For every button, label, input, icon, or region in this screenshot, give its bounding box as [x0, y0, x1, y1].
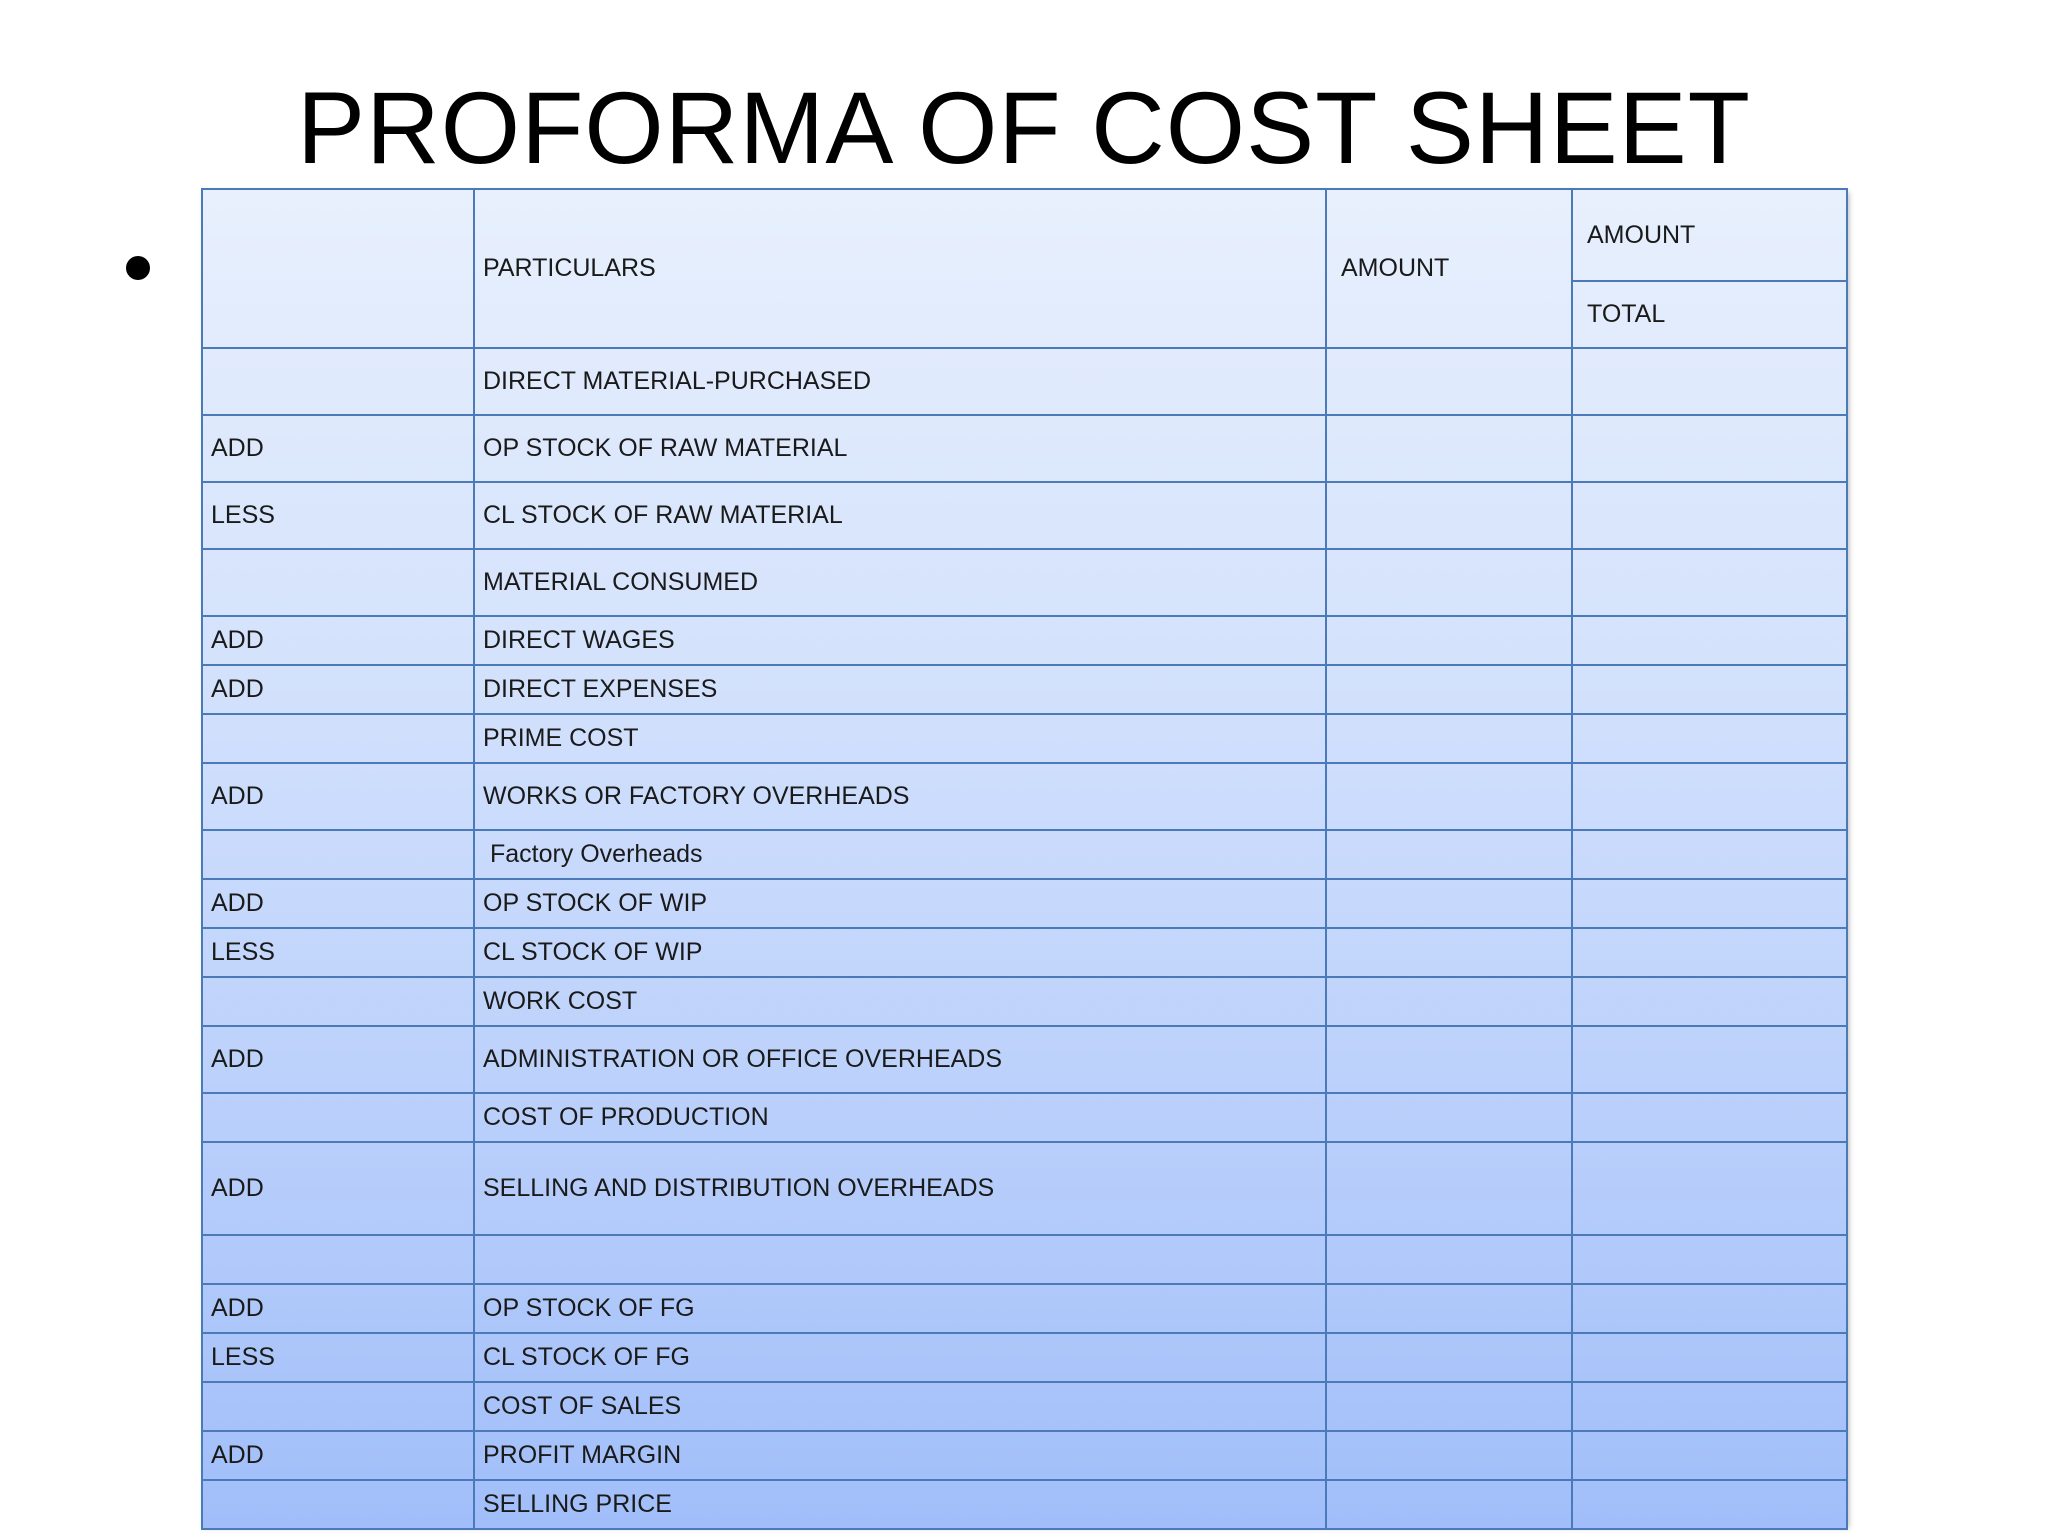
row-sign [202, 977, 474, 1026]
row-total [1572, 1235, 1847, 1284]
row-particular: OP STOCK OF FG [474, 1284, 1326, 1333]
row-total [1572, 1382, 1847, 1431]
row-amount [1326, 1026, 1572, 1093]
row-particular: ADMINISTRATION OR OFFICE OVERHEADS [474, 1026, 1326, 1093]
row-amount [1326, 1142, 1572, 1235]
row-sign [202, 549, 474, 616]
row-particular: CL STOCK OF RAW MATERIAL [474, 482, 1326, 549]
header-sign-cell [202, 189, 474, 348]
table-row [202, 1093, 1847, 1142]
row-total [1572, 977, 1847, 1026]
row-amount [1326, 1431, 1572, 1480]
header-particulars: PARTICULARS [474, 189, 1326, 348]
row-sign [202, 1480, 474, 1529]
row-total [1572, 616, 1847, 665]
row-particular: DIRECT MATERIAL-PURCHASED [474, 348, 1326, 415]
table-row [202, 549, 1847, 616]
row-total [1572, 415, 1847, 482]
row-sign: ADD [202, 415, 474, 482]
table-row [202, 1382, 1847, 1431]
bullet-point [126, 256, 150, 280]
row-particular: OP STOCK OF WIP [474, 879, 1326, 928]
row-sign: ADD [202, 1142, 474, 1235]
row-total [1572, 763, 1847, 830]
row-particular: PRIME COST [474, 714, 1326, 763]
row-amount [1326, 549, 1572, 616]
table-row [202, 1235, 1847, 1284]
table-row [202, 348, 1847, 415]
row-total [1572, 1093, 1847, 1142]
row-particular: COST OF SALES [474, 1382, 1326, 1431]
row-sign: LESS [202, 1333, 474, 1382]
row-sign: ADD [202, 616, 474, 665]
row-amount [1326, 879, 1572, 928]
row-amount [1326, 616, 1572, 665]
table-row [202, 1480, 1847, 1529]
header-total: TOTAL [1572, 281, 1847, 348]
row-total [1572, 1284, 1847, 1333]
row-amount [1326, 1382, 1572, 1431]
table-row [202, 928, 1847, 977]
row-total [1572, 1431, 1847, 1480]
row-particular: SELLING AND DISTRIBUTION OVERHEADS [474, 1142, 1326, 1235]
row-amount [1326, 977, 1572, 1026]
row-amount [1326, 830, 1572, 879]
row-total [1572, 665, 1847, 714]
row-sign: ADD [202, 1284, 474, 1333]
row-particular: SELLING PRICE [474, 1480, 1326, 1529]
row-total [1572, 1142, 1847, 1235]
row-total [1572, 1333, 1847, 1382]
row-total [1572, 482, 1847, 549]
table-row [202, 1333, 1847, 1382]
table-row [202, 665, 1847, 714]
table-row [202, 763, 1847, 830]
row-sign: LESS [202, 928, 474, 977]
table-row [202, 482, 1847, 549]
row-sign [202, 1093, 474, 1142]
row-amount [1326, 714, 1572, 763]
table-row [202, 830, 1847, 879]
table-header-row [202, 189, 1847, 281]
table-row [202, 1142, 1847, 1235]
row-particular: PROFIT MARGIN [474, 1431, 1326, 1480]
row-particular: CL STOCK OF WIP [474, 928, 1326, 977]
row-particular: OP STOCK OF RAW MATERIAL [474, 415, 1326, 482]
row-particular: MATERIAL CONSUMED [474, 549, 1326, 616]
row-amount [1326, 1093, 1572, 1142]
row-amount [1326, 482, 1572, 549]
row-total [1572, 1026, 1847, 1093]
row-sign: ADD [202, 879, 474, 928]
cost-sheet-table-container [201, 188, 1846, 1524]
row-sign: LESS [202, 482, 474, 549]
row-sign [202, 1235, 474, 1284]
table-row [202, 1026, 1847, 1093]
row-sign [202, 714, 474, 763]
row-amount [1326, 928, 1572, 977]
row-sign: ADD [202, 1431, 474, 1480]
table-row [202, 714, 1847, 763]
row-total [1572, 348, 1847, 415]
table-row [202, 879, 1847, 928]
row-particular: Factory Overheads [474, 830, 1326, 879]
row-sign: ADD [202, 665, 474, 714]
row-amount [1326, 763, 1572, 830]
row-amount [1326, 665, 1572, 714]
row-particular: WORK COST [474, 977, 1326, 1026]
row-amount [1326, 348, 1572, 415]
table-row [202, 1431, 1847, 1480]
row-amount [1326, 1284, 1572, 1333]
row-sign [202, 1382, 474, 1431]
row-sign [202, 830, 474, 879]
row-amount [1326, 1235, 1572, 1284]
row-total [1572, 549, 1847, 616]
slide-title: PROFORMA OF COST SHEET [297, 71, 1751, 185]
row-particular [474, 1235, 1326, 1284]
table-row [202, 415, 1847, 482]
row-particular: WORKS OR FACTORY OVERHEADS [474, 763, 1326, 830]
cost-sheet-table [201, 188, 1848, 1530]
row-particular: DIRECT EXPENSES [474, 665, 1326, 714]
table-row [202, 977, 1847, 1026]
table-row [202, 616, 1847, 665]
row-total [1572, 1480, 1847, 1529]
table-row [202, 1284, 1847, 1333]
row-amount [1326, 1480, 1572, 1529]
row-sign [202, 348, 474, 415]
row-sign: ADD [202, 1026, 474, 1093]
row-particular: COST OF PRODUCTION [474, 1093, 1326, 1142]
row-amount [1326, 1333, 1572, 1382]
row-total [1572, 830, 1847, 879]
row-sign: ADD [202, 763, 474, 830]
row-amount [1326, 415, 1572, 482]
header-amount-top: AMOUNT [1572, 189, 1847, 281]
row-particular: CL STOCK OF FG [474, 1333, 1326, 1382]
row-total [1572, 928, 1847, 977]
row-total [1572, 879, 1847, 928]
row-total [1572, 714, 1847, 763]
row-particular: DIRECT WAGES [474, 616, 1326, 665]
header-amount: AMOUNT [1326, 189, 1572, 348]
